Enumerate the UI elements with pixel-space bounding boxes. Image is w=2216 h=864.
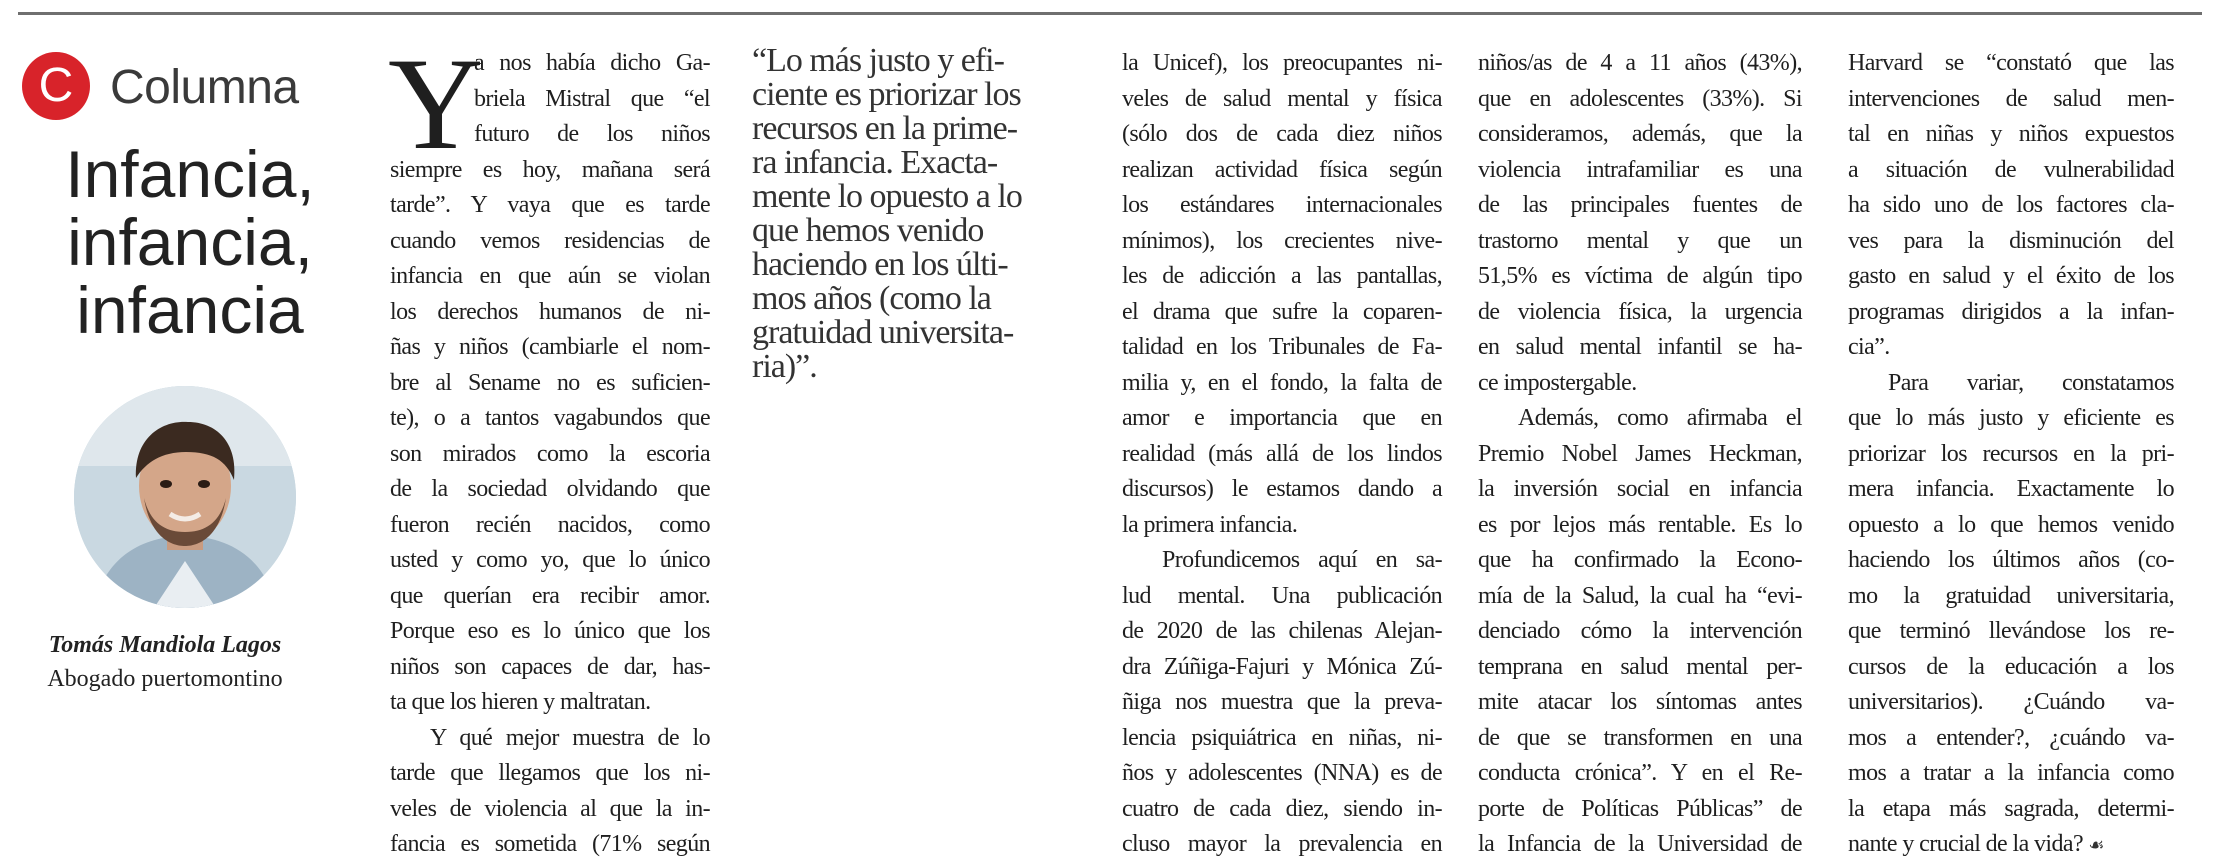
body-line: ñas y niños (cambiarle el nom-: [390, 334, 710, 360]
quote-line: ciente es priorizar los: [752, 76, 1021, 113]
body-line: ños y adolescentes (NNA) es de: [1122, 760, 1442, 786]
body-line: Harvard se “constató que las: [1848, 50, 2174, 76]
quote-line: ra infancia. Exacta-: [752, 144, 998, 181]
body-line: la Unicef), los preocupantes ni-: [1122, 50, 1442, 76]
body-line: son mirados como la escoria: [390, 440, 710, 467]
body-line: es por lejos más rentable. Es lo: [1478, 511, 1802, 538]
body-column-3: [1122, 46, 1442, 863]
body-line: 51,5% es víctima de algún tipo: [1478, 263, 1802, 289]
quote-line: gratuidad universita-: [752, 314, 1014, 351]
body-line: mía de la Salud, la cual ha “evi-: [1478, 582, 1802, 609]
body-line: intervenciones de salud men-: [1848, 85, 2174, 112]
body-line: temprana en salud mental per-: [1478, 653, 1802, 680]
author-avatar: [74, 386, 296, 608]
body-line: de que se transformen en una: [1478, 724, 1802, 751]
top-rule: [18, 12, 2202, 15]
quote-line: recursos en la prime-: [752, 110, 1018, 147]
body-line: gasto en salud y el éxito de los: [1848, 263, 2174, 289]
body-line: les de adicción a las pantallas,: [1122, 263, 1442, 289]
body-line: cuatro de cada diez, siendo in-: [1122, 795, 1442, 822]
body-column-1: [388, 30, 710, 863]
pull-quote: [752, 44, 1072, 384]
final-sentence: nante y crucial de la vida?: [1848, 831, 2084, 857]
author-portrait-icon: [74, 386, 296, 608]
body-line: los estándares internacionales: [1122, 192, 1442, 218]
body-line: la etapa más sagrada, determi-: [1848, 795, 2174, 822]
headline-line: infancia,: [67, 205, 313, 279]
body-line: universitarios). ¿Cuándo va-: [1848, 689, 2174, 715]
body-line: [1848, 827, 2174, 863]
headline: [60, 137, 320, 347]
headline-line: Infancia,: [65, 137, 315, 211]
body-line: que en adolescentes (33%). Si: [1478, 85, 1802, 112]
body-line: opuesto a lo que hemos venido: [1848, 511, 2174, 538]
body-line: a situación de vulnerabilidad: [1848, 156, 2174, 183]
body-line: discursos) le estamos dando a: [1122, 476, 1442, 502]
body-line: bre al Sename no es suficien-: [390, 369, 710, 396]
body-line: Premio Nobel James Heckman,: [1478, 440, 1802, 467]
body-line: ce impostergable.: [1478, 369, 1637, 396]
body-line: mos a entender?, ¿cuándo va-: [1848, 724, 2174, 751]
body-line: consideramos, además, que la: [1478, 121, 1802, 147]
body-line: milia y, en el fondo, la falta de: [1122, 369, 1442, 396]
body-line: que terminó llevándose los re-: [1848, 618, 2174, 644]
body-line: talidad en los Tribunales de Fa-: [1122, 334, 1442, 360]
body-line: cia”.: [1848, 334, 1890, 360]
body-line: haciendo los últimos años (co-: [1848, 547, 2174, 573]
body-line: la inversión social en infancia: [1478, 476, 1802, 502]
body-line: cursos de la educación a los: [1848, 653, 2174, 680]
body-line: que ha confirmado la Econo-: [1478, 547, 1802, 573]
headline-line: infancia: [76, 273, 304, 347]
body-line: tarde que llegamos que los ni-: [390, 760, 710, 786]
body-line: el drama que sufre la coparen-: [1122, 298, 1442, 325]
body-line: Para variar, constatamos: [1888, 369, 2174, 396]
body-line: violencia intrafamiliar es una: [1478, 156, 1802, 183]
body-line: programas dirigidos a la infan-: [1848, 298, 2174, 325]
body-line: de la sociedad olvidando que: [390, 476, 710, 502]
quote-line: ria)”.: [752, 348, 817, 385]
body-line: de las principales fuentes de: [1478, 192, 1802, 218]
quote-line: que hemos venido: [752, 212, 984, 249]
body-column-4: [1478, 46, 1802, 863]
drop-cap: Y: [388, 30, 484, 177]
body-line: los derechos humanos de ni-: [390, 298, 710, 325]
body-line: mos a tratar a la infancia como: [1848, 760, 2174, 786]
author-name: Tomás Mandiola Lagos: [48, 632, 282, 658]
body-line: porte de Políticas Públicas” de: [1478, 795, 1802, 822]
body-line: ves para la disminución del: [1848, 227, 2174, 254]
end-mark-icon: ☙: [2088, 835, 2104, 856]
body-line: futuro de los niños: [474, 121, 710, 147]
body-line: lud mental. Una publicación: [1122, 582, 1442, 609]
body-line: infancia en que aún se violan: [390, 263, 710, 289]
body-line: siempre es hoy, mañana será: [390, 156, 710, 183]
body-line: que querían era recibir amor.: [390, 582, 710, 609]
body-line: conducta crónica”. Y en el Re-: [1478, 760, 1802, 786]
body-line: veles de violencia al que la in-: [390, 795, 710, 822]
body-line: mite atacar los síntomas antes: [1478, 689, 1802, 715]
body-line: realidad (más allá de los lindos: [1122, 440, 1442, 467]
body-line: trastorno mental y que un: [1478, 227, 1802, 254]
body-line: te), o a tantos vagabundos que: [390, 405, 710, 431]
body-line: niños son capaces de dar, has-: [390, 653, 710, 680]
body-line: (sólo dos de cada diez niños: [1122, 121, 1442, 147]
quote-line: mente lo opuesto a lo: [752, 178, 1022, 215]
body-line: mo la gratuidad universitaria,: [1848, 582, 2174, 609]
body-line: en salud mental infantil se ha-: [1478, 334, 1802, 360]
body-line: Además, como afirmaba el: [1518, 405, 1802, 431]
body-line: a nos había dicho Ga-: [474, 50, 710, 76]
body-line: ta que los hieren y maltratan.: [390, 689, 651, 715]
body-line: de 2020 de las chilenas Alejan-: [1122, 618, 1442, 644]
body-line: mera infancia. Exactamente lo: [1848, 476, 2174, 502]
body-line: priorizar los recursos en la pri-: [1848, 440, 2174, 467]
body-line: denciado cómo la intervención: [1478, 618, 1802, 644]
body-line: fueron recién nacidos, como: [390, 511, 710, 538]
body-line: la Infancia de la Universidad de: [1478, 831, 1802, 857]
author-role: Abogado puertomontino: [47, 666, 283, 692]
section-label: Columna: [110, 61, 299, 114]
body-line: la primera infancia.: [1122, 511, 1298, 538]
body-line: Profundicemos aquí en sa-: [1162, 547, 1442, 573]
body-line: veles de salud mental y física: [1122, 85, 1442, 112]
body-line: amor e importancia que en: [1122, 405, 1442, 431]
body-line: mínimos), los crecientes nive-: [1122, 227, 1442, 254]
body-line: dra Zúñiga-Fajuri y Mónica Zú-: [1122, 653, 1442, 680]
body-line: ñiga nos muestra que la preva-: [1122, 689, 1442, 715]
body-line: usted y como yo, que lo único: [390, 547, 710, 573]
body-line: fancia es sometida (71% según: [390, 831, 710, 857]
quote-line: “Lo más justo y efi-: [752, 42, 1004, 79]
body-line: cluso mayor la prevalencia en: [1122, 831, 1442, 857]
body-line: Porque eso es lo único que los: [390, 618, 710, 644]
body-line: Y qué mejor muestra de lo: [430, 724, 710, 751]
body-line: cuando vemos residencias de: [390, 227, 710, 254]
body-column-5: [1848, 46, 2174, 863]
body-line: realizan actividad física según: [1122, 156, 1442, 183]
body-line: ha sido uno de los factores cla-: [1848, 192, 2174, 218]
body-line: de violencia física, la urgencia: [1478, 298, 1802, 325]
quote-line: haciendo en los últi-: [752, 246, 1008, 283]
body-line: lencia psiquiátrica en niñas, ni-: [1122, 724, 1442, 751]
body-line: que lo más justo y eficiente es: [1848, 405, 2174, 431]
body-line: tal en niñas y niños expuestos: [1848, 121, 2174, 147]
body-line: niños/as de 4 a 11 años (43%),: [1478, 50, 1802, 76]
quote-line: mos años (como la: [752, 280, 991, 317]
body-line: briela Mistral que “el: [474, 85, 710, 112]
body-line: tarde”. Y vaya que es tarde: [390, 192, 710, 218]
column-badge-icon: C: [22, 52, 90, 120]
